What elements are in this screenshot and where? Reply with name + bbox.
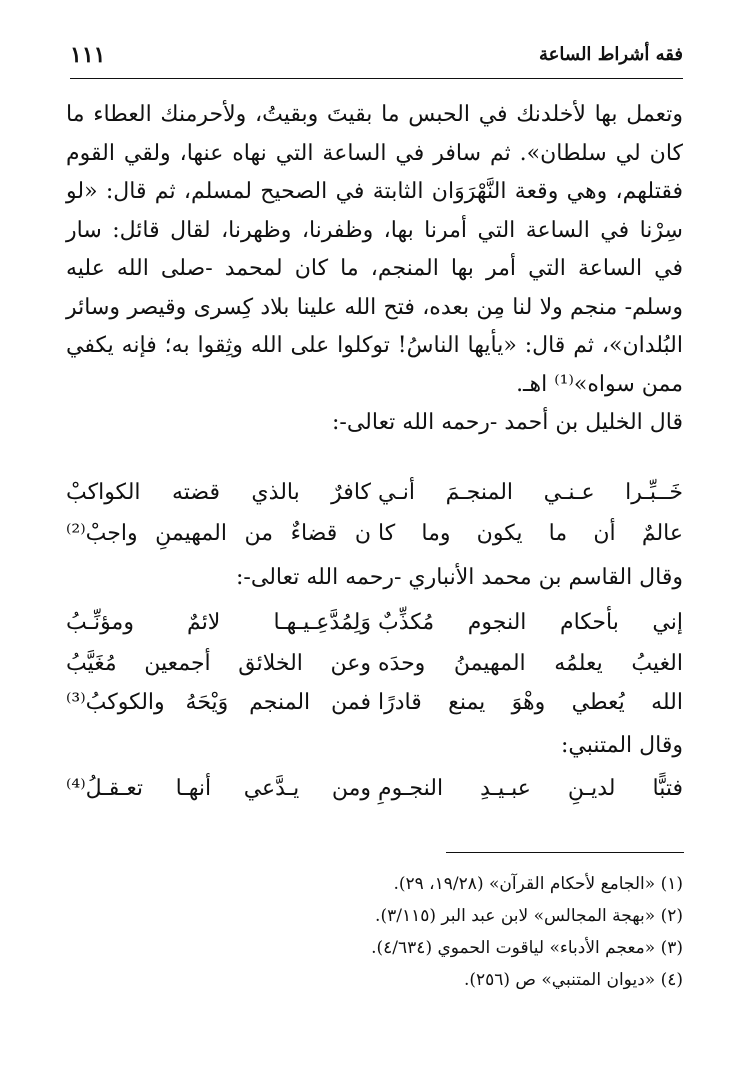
page-header [70,40,683,79]
verse-first-hemistich: الغيبُ يعلمُه المهيمنُ وحدَه [378,651,683,676]
body-paragraph: وتعمل بها لأخلدنك في الحبس ما بقيتَ وبقيتُ، ولأحرمنك العطاء ما كان لي سلطان». ثم سافر في الساعة التي نهاه عنها، ولقي القوم فقتلهم، وهي وقعة النَّهْرَوَان الثابتة في الصحيح لمسلم، ثم قال: «لو سِرْنا في الساعة التي أمرنا بها، وظفرنا، وظهرنا، لقال قائل: سار في الساعة التي أمر بها المنجم، ما كان لمحمد -صلى الله عليه وسلم- منجم ولا لنا مِن بعده، فتح الله علينا بلاد كِسرى وقيصر وسائر البُلدان»، ثم قال: «يأيها الناسُ! توكلوا على الله وثِقوا به؛ فإنه يكفي ممن سواه»⁽¹⁾ اهـ. [66,102,683,397]
verse-first-hemistich: خَــبِّـرا عـنـي المنجـمَ أنـي [378,480,683,505]
verse-first-hemistich: فتبًّا لديـنِ عبـيـدِ النجـومِ [378,776,683,801]
verse-line [66,480,683,514]
footnote-item: (٢) «بهجة المجالس» لابن عبد البر (٣/١١٥). [375,906,683,926]
poem-intro-anbari: وقال القاسم بن محمد الأنباري -رحمه الله تعالى-: [236,565,683,590]
verse-first-hemistich: إني بأحكام النجوم مُكذِّبٌ [378,610,683,635]
footnote-item: (٣) «معجم الأدباء» لياقوت الحموي (٤/٦٣٤). [371,938,683,958]
verse-line [66,610,683,644]
verse-second-hemistich: ن قضاءٌ من المهيمنِ واجبْ⁽²⁾ [66,521,371,546]
poem-intro-khalil: قال الخليل بن أحمد -رحمه الله تعالى-: [331,410,683,435]
running-title: فقه أشراط الساعة [539,44,683,65]
footnote-item: (١) «الجامع لأحكام القرآن» (١٩/٢٨، ٢٩). [393,874,683,894]
page-number: ١١١ [70,42,106,68]
verse-second-hemistich: وَلِمُدَّعِـيـهـا لائمٌ ومؤنِّـبُ [66,610,371,635]
verse-second-hemistich: ومن يـدَّعي أنهـا تعـقـلُ⁽⁴⁾ [66,776,371,801]
footnote-item: (٤) «ديوان المتنبي» ص (٢٥٦). [463,970,683,990]
verse-first-hemistich: عالمٌ أن ما يكون وما كا [378,521,683,546]
poem-intro-mutanabbi: وقال المتنبي: [560,733,683,758]
footnote-divider [446,852,684,853]
verse-line [66,776,683,810]
body-paragraph-block [66,96,683,404]
verse-second-hemistich: وعن الخلائق أجمعين مُغَيَّبُ [66,651,371,676]
verse-second-hemistich: فمن المنجم وَيْحَهُ والكوكبُ⁽³⁾ [66,690,371,715]
verse-first-hemistich: الله يُعطي وهْوَ يمنع قادرًا [378,690,683,715]
verse-line [66,651,683,685]
verse-line [66,690,683,724]
footnotes [371,868,683,996]
verse-line [66,521,683,555]
verse-second-hemistich: كافرٌ بالذي قضته الكواكبْ [66,480,371,505]
